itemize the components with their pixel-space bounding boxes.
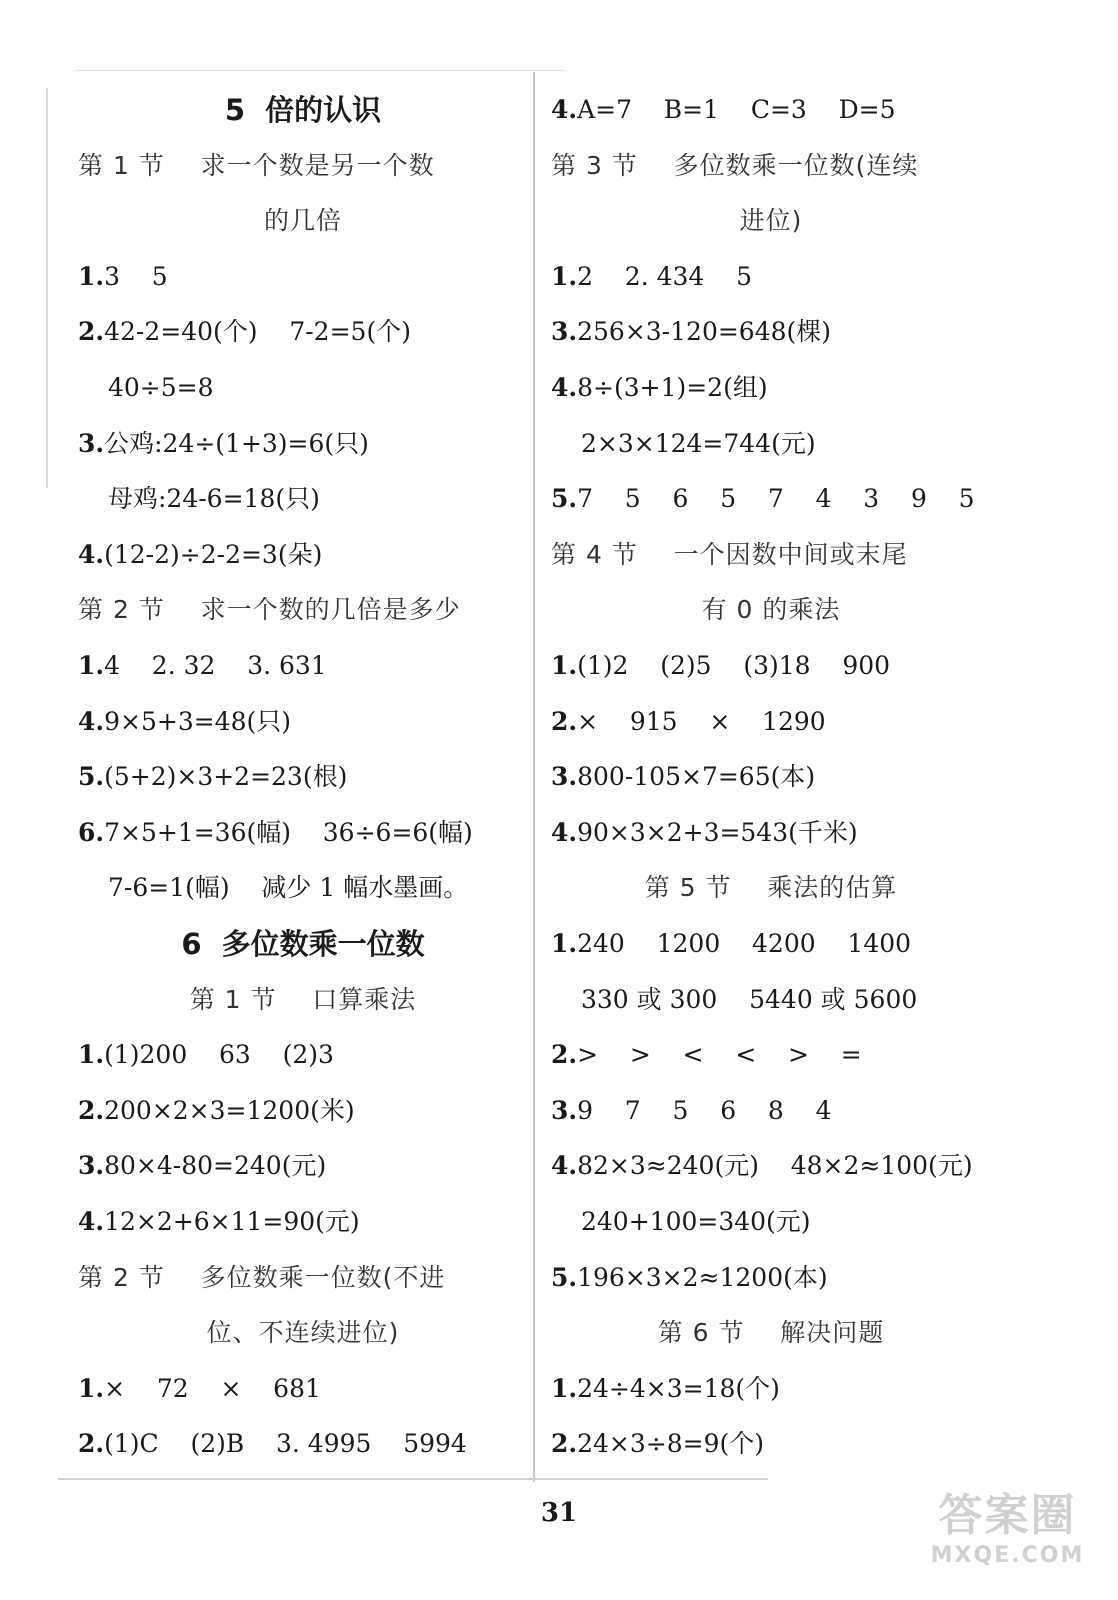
answer-text: 7 5 6 5 7 4 3 9 5 — [577, 484, 975, 514]
answer-line — [551, 360, 991, 416]
answer-continuation: 330 或 300 5440 或 5600 — [581, 984, 918, 1014]
section-heading: 进位) — [739, 206, 803, 236]
answer-line — [551, 1416, 991, 1472]
answer-line — [78, 304, 528, 360]
answer-number: 1. — [78, 1040, 105, 1070]
answer-text: (1)2 (2)5 (3)18 900 — [577, 651, 891, 680]
answer-line — [551, 916, 991, 972]
chapter-heading: 6 多位数乘一位数 — [181, 927, 425, 961]
answer-text: 24÷4×3=18(个) — [577, 1373, 780, 1403]
answer-text: 256×3-120=648(棵) — [577, 317, 832, 347]
answer-number: 4. — [78, 539, 105, 569]
answer-number: 4. — [78, 1207, 105, 1236]
answer-text: 2 2. 434 5 — [577, 261, 753, 291]
answer-line — [551, 1250, 991, 1306]
answer-text: (1)200 63 (2)3 — [104, 1040, 334, 1070]
answer-text: 90×3×2+3=543(千米) — [577, 817, 858, 847]
answer-text: (12-2)÷2-2=3(朵) — [104, 539, 323, 569]
answer-continuation: 母鸡:24-6=18(只) — [108, 484, 320, 514]
answer-line — [78, 249, 528, 305]
answer-number: 3. — [551, 1095, 578, 1125]
answer-line — [551, 805, 991, 861]
answer-text: 42-2=40(个) 7-2=5(个) — [104, 317, 411, 347]
answer-number: 1. — [551, 929, 578, 958]
answer-text: 3 5 — [104, 261, 168, 291]
answer-line — [551, 471, 991, 527]
watermark-url: MXQE.COM — [930, 1543, 1085, 1568]
answer-number: 2. — [551, 1429, 578, 1459]
section-heading: 第 5 节 乘法的估算 — [644, 873, 898, 903]
answer-number: 1. — [78, 1373, 105, 1403]
answer-line — [551, 249, 991, 305]
answer-line — [551, 1083, 991, 1139]
answer-text: 8÷(3+1)=2(组) — [577, 373, 768, 402]
answer-number: 4. — [551, 817, 578, 847]
answer-line — [551, 749, 991, 805]
answer-number: 3. — [551, 762, 578, 792]
answer-text: 200×2×3=1200(米) — [104, 1095, 355, 1125]
section-heading: 第 2 节 求一个数的几倍是多少 — [78, 595, 461, 625]
section-heading: 第 1 节 口算乘法 — [189, 984, 417, 1014]
answer-text: 12×2+6×11=90(元) — [104, 1207, 360, 1236]
section-heading: 位、不连续进位) — [206, 1318, 400, 1348]
answer-number: 2. — [78, 317, 105, 347]
answer-line — [78, 1138, 528, 1194]
answer-line — [78, 1194, 528, 1250]
answer-number: 1. — [551, 261, 578, 291]
section-heading: 第 3 节 多位数乘一位数(连续 — [551, 150, 919, 180]
section-heading: 第 6 节 解决问题 — [657, 1318, 885, 1348]
answer-line — [551, 1361, 991, 1417]
watermark-text: 答案圈 — [938, 1490, 1077, 1541]
answer-number: 1. — [551, 1373, 578, 1403]
answer-number: 5. — [551, 1262, 578, 1292]
bottom-rule — [58, 1478, 768, 1480]
answer-number: 1. — [551, 651, 578, 680]
answer-line — [78, 749, 528, 805]
answer-line — [78, 1083, 528, 1139]
answer-line — [551, 304, 991, 360]
left-margin-rule — [46, 88, 48, 488]
answer-number: 5. — [78, 762, 105, 792]
answer-continuation: 7-6=1(幅) 减少 1 幅水墨画。 — [108, 873, 469, 903]
answer-number: 2. — [78, 1095, 105, 1125]
answer-text: (1)C (2)B 3. 4995 5994 — [104, 1429, 467, 1459]
answer-line — [78, 694, 528, 750]
section-heading: 第 4 节 一个因数中间或末尾 — [551, 539, 908, 569]
answer-text: 196×3×2≈1200(本) — [577, 1262, 828, 1292]
answer-text: 82×3≈240(元) 48×2≈100(元) — [577, 1151, 973, 1181]
answer-line — [78, 1416, 528, 1472]
answer-line — [78, 1027, 528, 1083]
answer-continuation: 2×3×124=744(元) — [581, 428, 816, 458]
answer-text: × 72 × 681 — [104, 1373, 321, 1403]
answer-text: 240 1200 4200 1400 — [577, 929, 912, 958]
answer-line — [78, 527, 528, 583]
answer-number: 3. — [78, 1151, 105, 1181]
answer-continuation: 240+100=340(元) — [581, 1207, 811, 1236]
answer-text: 9×5+3=48(只) — [104, 706, 291, 736]
answer-line — [78, 1361, 528, 1417]
answer-number: 2. — [78, 1429, 105, 1459]
answer-line — [551, 694, 991, 750]
answer-number: 3. — [78, 428, 105, 458]
answer-text: 公鸡:24÷(1+3)=6(只) — [104, 428, 369, 458]
answer-number: 1. — [78, 651, 105, 680]
page-number: 31 — [540, 1498, 578, 1528]
answer-number: 5. — [551, 484, 578, 514]
answer-text: (5+2)×3+2=23(根) — [104, 762, 348, 792]
chapter-heading: 5 倍的认识 — [224, 93, 382, 127]
answer-number: 4. — [551, 95, 578, 124]
answer-line — [551, 638, 991, 694]
answer-line — [78, 805, 528, 861]
section-heading: 第 2 节 多位数乘一位数(不进 — [78, 1262, 446, 1292]
answer-line — [78, 638, 528, 694]
answer-text: > > < < > = — [577, 1040, 862, 1070]
top-rule — [75, 70, 565, 71]
answer-text: 80×4-80=240(元) — [104, 1151, 327, 1181]
answer-number: 2. — [551, 1040, 578, 1070]
answer-number: 4. — [78, 706, 105, 736]
answer-text: 4 2. 32 3. 631 — [104, 651, 327, 680]
answer-text: 800-105×7=65(本) — [577, 762, 816, 792]
answer-text: 9 7 5 6 8 4 — [577, 1095, 832, 1125]
column-divider — [533, 72, 535, 1482]
answer-line — [78, 416, 528, 472]
answer-number: 2. — [551, 706, 578, 736]
answer-line — [551, 1138, 991, 1194]
section-heading: 第 1 节 求一个数是另一个数 — [78, 150, 435, 180]
answer-number: 4. — [551, 373, 578, 402]
answer-line — [551, 82, 991, 138]
answer-number: 6. — [78, 817, 105, 847]
section-heading: 的几倍 — [263, 206, 342, 236]
answer-text: 24×3÷8=9(个) — [577, 1429, 764, 1459]
section-heading: 有 0 的乘法 — [701, 595, 841, 625]
answer-number: 3. — [551, 317, 578, 347]
answer-text: × 915 × 1290 — [577, 706, 826, 736]
answer-number: 4. — [551, 1151, 578, 1181]
watermark-logo — [920, 1490, 1095, 1590]
answer-text: A=7 B=1 C=3 D=5 — [577, 95, 896, 124]
answer-continuation: 40÷5=8 — [108, 373, 214, 402]
answer-number: 1. — [78, 261, 105, 291]
answer-line — [551, 1027, 991, 1083]
answer-text: 7×5+1=36(幅) 36÷6=6(幅) — [104, 817, 473, 847]
